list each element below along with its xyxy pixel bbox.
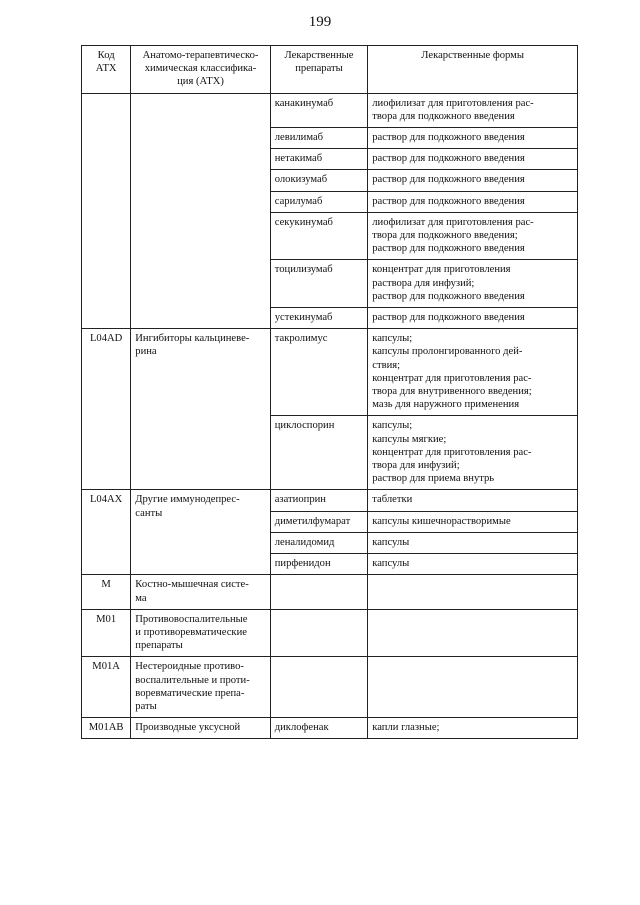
table-row bbox=[82, 93, 578, 127]
atx-code-cell: M bbox=[82, 575, 131, 609]
atx-code-cell bbox=[82, 93, 131, 329]
classification-cell: Производные уксусной bbox=[131, 718, 270, 739]
table-row bbox=[82, 490, 578, 511]
drug-cell: тоцилизумаб bbox=[270, 260, 368, 308]
forms-cell: раствор для подкожного введения bbox=[368, 308, 578, 329]
forms-cell: раствор для подкожного введения bbox=[368, 170, 578, 191]
drug-cell: секукинумаб bbox=[270, 212, 368, 260]
atx-code-cell: L04AD bbox=[82, 329, 131, 490]
drug-cell: такролимус bbox=[270, 329, 368, 416]
drug-cell bbox=[270, 575, 368, 609]
table-row bbox=[82, 329, 578, 416]
forms-cell: лиофилизат для приготовления рас- твора для подкожного введения bbox=[368, 93, 578, 127]
page-number: 199 bbox=[308, 14, 332, 30]
forms-cell: капсулы кишечнорастворимые bbox=[368, 511, 578, 532]
table-row bbox=[82, 609, 578, 657]
drug-cell bbox=[270, 657, 368, 718]
forms-cell: раствор для подкожного введения bbox=[368, 149, 578, 170]
header-code: Код АТХ bbox=[82, 46, 131, 94]
forms-cell: капсулы; капсулы пролонгированного дей- ствия; концентрат для приготовления рас- твора для внутривенного введения; мазь для наружного применения bbox=[368, 329, 578, 416]
forms-cell bbox=[368, 657, 578, 718]
atx-code-cell: M01A bbox=[82, 657, 131, 718]
forms-cell: раствор для подкожного введения bbox=[368, 191, 578, 212]
forms-cell: капсулы bbox=[368, 554, 578, 575]
forms-cell: лиофилизат для приготовления рас- твора для подкожного введения; раствор для подкожного введения bbox=[368, 212, 578, 260]
table-row bbox=[82, 718, 578, 739]
drug-cell: устекинумаб bbox=[270, 308, 368, 329]
drug-cell: леналидомид bbox=[270, 532, 368, 553]
atx-drug-table bbox=[81, 45, 578, 739]
table-row bbox=[82, 575, 578, 609]
classification-cell: Противовоспалительные и противоревматические препараты bbox=[131, 609, 270, 657]
drug-cell: олокизумаб bbox=[270, 170, 368, 191]
table-header-row bbox=[82, 46, 578, 94]
drug-cell: циклоспорин bbox=[270, 416, 368, 490]
classification-cell: Другие иммунодепрес- санты bbox=[131, 490, 270, 575]
forms-cell: раствор для подкожного введения bbox=[368, 128, 578, 149]
forms-cell: капли глазные; bbox=[368, 718, 578, 739]
classification-cell: Нестероидные противо- воспалительные и проти- воревматические препа- раты bbox=[131, 657, 270, 718]
forms-cell: концентрат для приготовления раствора для инфузий; раствор для подкожного введения bbox=[368, 260, 578, 308]
forms-cell: капсулы bbox=[368, 532, 578, 553]
drug-cell: канакинумаб bbox=[270, 93, 368, 127]
atx-code-cell: L04AX bbox=[82, 490, 131, 575]
header-forms: Лекарственные формы bbox=[368, 46, 578, 94]
drug-cell: нетакимаб bbox=[270, 149, 368, 170]
classification-cell: Ингибиторы кальциневе- рина bbox=[131, 329, 270, 490]
forms-cell: таблетки bbox=[368, 490, 578, 511]
drug-cell: левилимаб bbox=[270, 128, 368, 149]
drug-cell: диметилфумарат bbox=[270, 511, 368, 532]
classification-cell: Костно-мышечная систе- ма bbox=[131, 575, 270, 609]
forms-cell: капсулы; капсулы мягкие; концентрат для приготовления рас- твора для инфузий; раствор для приема внутрь bbox=[368, 416, 578, 490]
table-row bbox=[82, 657, 578, 718]
atx-code-cell: M01 bbox=[82, 609, 131, 657]
atx-code-cell: M01AB bbox=[82, 718, 131, 739]
drug-cell: диклофенак bbox=[270, 718, 368, 739]
drug-cell: пирфенидон bbox=[270, 554, 368, 575]
header-classification: Анатомо-терапевтическо- химическая классифика- ция (АТХ) bbox=[131, 46, 270, 94]
drug-cell: сарилумаб bbox=[270, 191, 368, 212]
drug-cell: азатиоприн bbox=[270, 490, 368, 511]
classification-cell bbox=[131, 93, 270, 329]
forms-cell bbox=[368, 609, 578, 657]
drug-cell bbox=[270, 609, 368, 657]
forms-cell bbox=[368, 575, 578, 609]
header-drugs: Лекарственные препараты bbox=[270, 46, 368, 94]
